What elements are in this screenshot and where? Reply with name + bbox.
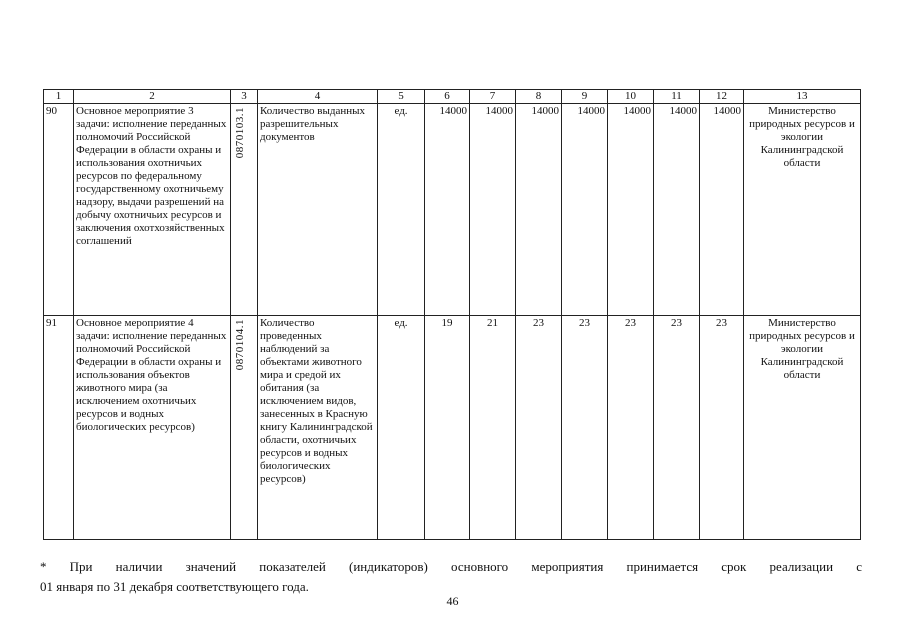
event-name: Основное мероприятие 4 задачи: исполнение переданных полномочий Российской Федерации в области охраны и использования объектов животного мира (за исключением охотничьих ресурсов и водных биологических ресурсов) [74,316,231,540]
value-cell: 19 [425,316,470,540]
footnote-line-2: 01 января по 31 декабря соответствующего года. [40,579,309,594]
value-cell: 14000 [700,104,744,316]
event-code: 0870104.1 [234,319,246,371]
col-header-3: 3 [231,90,258,104]
page-number: 46 [446,594,459,608]
unit: ед. [378,316,425,540]
event-name: Основное мероприятие 3 задачи: исполнение переданных полномочий Российской Федерации в области охраны и использования охотничьих ресурсов по федеральному государственному охотничьему надзору, выдачи разрешений на добычу охотничьих ресурсов и заключения охотхозяйственных соглашений [74,104,231,316]
col-header-4: 4 [258,90,378,104]
row-number: 90 [44,104,74,316]
footnote [40,557,862,597]
value-cell: 21 [470,316,516,540]
indicators-table [43,89,861,540]
col-header-6: 6 [425,90,470,104]
row-number: 91 [44,316,74,540]
footnote-line-1: * При наличии значений показателей (индикаторов) основного мероприятия принимается срок реализации с [40,559,862,574]
table-row [44,104,861,316]
executor: Министерство природных ресурсов и экологии Калининградской области [744,104,861,316]
col-header-2: 2 [74,90,231,104]
value-cell: 23 [654,316,700,540]
header-row [44,90,861,104]
value-cell: 14000 [654,104,700,316]
value-cell: 23 [516,316,562,540]
value-cell: 14000 [608,104,654,316]
indicator-name: Количество проведенных наблюдений за объектами животного мира и средой их обитания (за исключением видов, занесенных в Красную книгу Калининградской области, охотничьих ресурсов и водных биологических ресурсов) [258,316,378,540]
col-header-7: 7 [470,90,516,104]
col-header-11: 11 [654,90,700,104]
value-cell: 23 [608,316,654,540]
executor: Министерство природных ресурсов и экологии Калининградской области [744,316,861,540]
value-cell: 23 [562,316,608,540]
col-header-1: 1 [44,90,74,104]
event-code-cell [231,316,258,540]
col-header-9: 9 [562,90,608,104]
value-cell: 14000 [562,104,608,316]
event-code-cell [231,104,258,316]
unit: ед. [378,104,425,316]
col-header-10: 10 [608,90,654,104]
value-cell: 14000 [425,104,470,316]
value-cell: 14000 [516,104,562,316]
col-header-8: 8 [516,90,562,104]
col-header-12: 12 [700,90,744,104]
table-row [44,316,861,540]
col-header-5: 5 [378,90,425,104]
col-header-13: 13 [744,90,861,104]
value-cell: 14000 [470,104,516,316]
value-cell: 23 [700,316,744,540]
event-code: 0870103.1 [234,107,246,159]
indicator-name: Количество выданных разрешительных документов [258,104,378,316]
